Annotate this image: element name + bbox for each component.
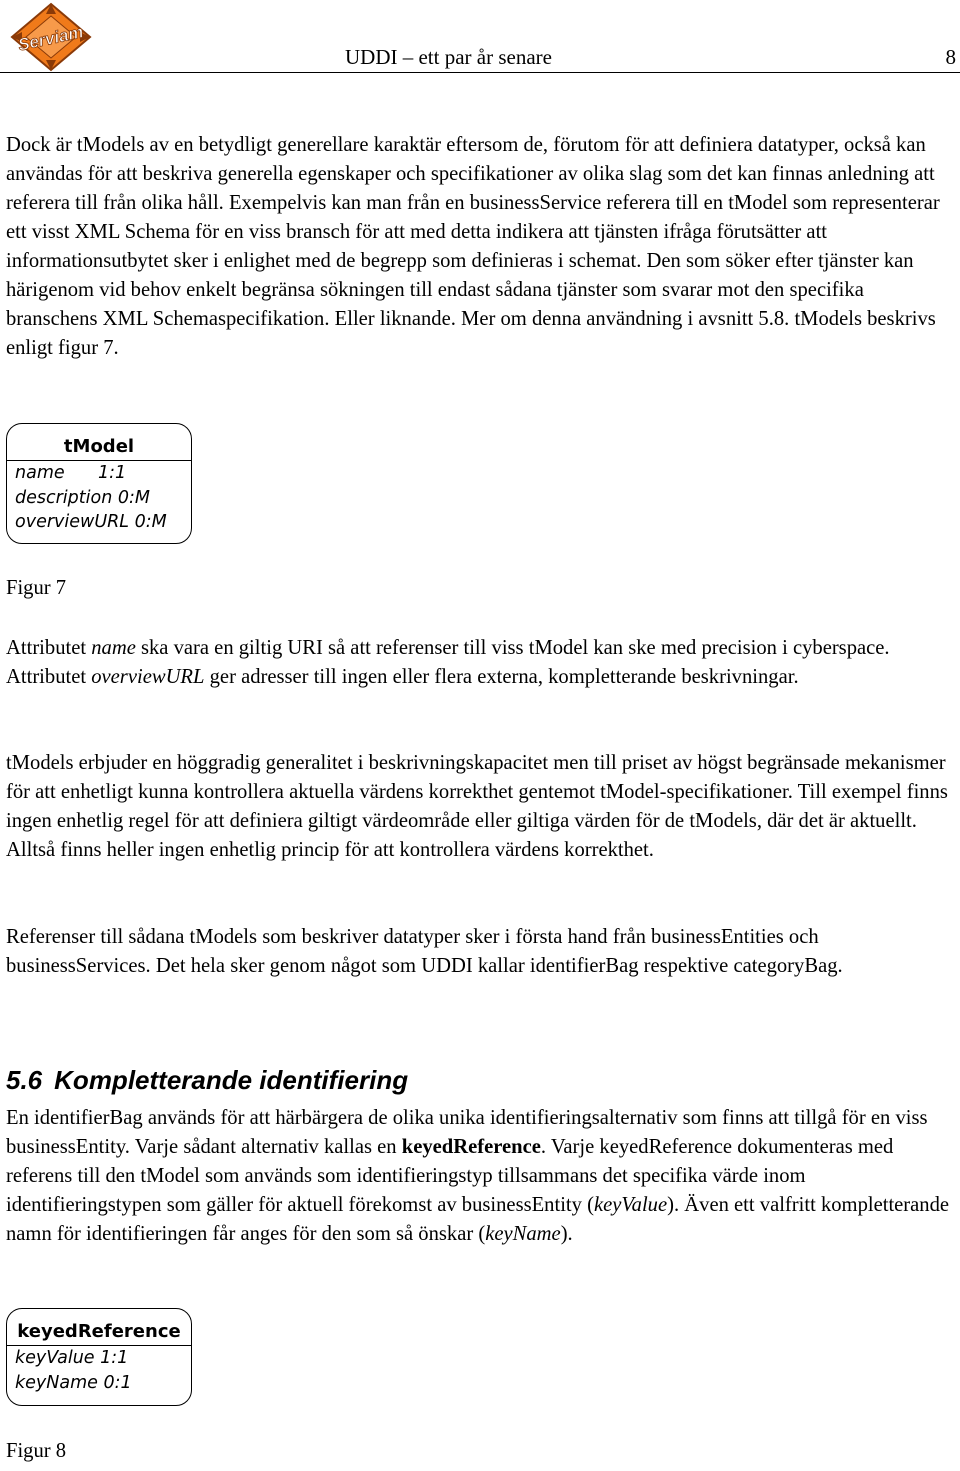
logo-text: Serviam (16, 22, 86, 55)
paragraph-generality: tModels erbjuder en höggradig generalitet i beskrivningskapacitet men till priset av högst begränsade mekanismer för att enhetligt kunna kontrollera aktuella värdens korrekthet gentemot tModel-specifikationer. Till exempel finns ingen enhetlig regel för att definiera giltigt värdeområde eller giltiga värden för de tModels, där det är aktuellt. Alltså finns heller ingen enhetlig princip för att kontrollera värdens korrekthet. (6, 752, 948, 861)
figure-8-caption: Figur 8 (6, 1440, 67, 1462)
section-title: Kompletterande identifiering (54, 1065, 409, 1095)
term-overviewurl: overviewURL (91, 666, 205, 688)
p2-text-1: Attributet (6, 637, 92, 659)
term-name: name (91, 637, 136, 659)
term-keyvalue: keyValue (593, 1194, 668, 1216)
paragraph-attributes (6, 634, 958, 692)
term-keyname: keyName (485, 1223, 561, 1245)
p2-text-2: ska vara en giltig URI så att referenser till viss tModel kan ske med precision i cyberspace. Attributet (6, 637, 890, 688)
p5-text-4: ). (560, 1223, 573, 1245)
tmodel-attr-overviewurl: overviewURL 0:M (15, 512, 167, 532)
tmodel-diagram-box (6, 423, 192, 544)
keyedreference-diagram-box (6, 1308, 192, 1406)
section-heading (6, 1065, 408, 1096)
tmodel-box-title: tModel (7, 424, 191, 461)
figure-7-caption: Figur 7 (6, 577, 67, 599)
paragraph-identifierbag (6, 1104, 958, 1249)
section-number: 5.6 (6, 1065, 43, 1095)
serviam-logo (10, 2, 92, 72)
page-number: 8 (945, 45, 956, 69)
tmodel-attr-name: name 1:1 (15, 463, 127, 483)
tmodel-attr-description: description 0:M (15, 487, 150, 508)
paragraph-references: Referenser till sådana tModels som beskriver datatyper sker i första hand från businessEntities och businessServices. Det hela sker genom något som UDDI kallar identifierBag respektive categoryBag. (6, 926, 843, 977)
p5-text-1: En identifierBag används för att härbärgera de olika unika identifieringsalternativ som finns att tillgå för en viss businessEntity. Varje sådant alternativ kallas en (6, 1107, 928, 1158)
keyedreference-box-title: keyedReference (7, 1309, 191, 1346)
paragraph-tmodels-intro: Dock är tModels av en betydligt generellare karaktär eftersom de, förutom för att definiera datatyper, också kan användas för att beskriva generella egenskaper och specifikationer av olika slag som det kan finnas anledning att referera till från olika håll. Exempelvis kan man från en businessService referera till en tModel som representerar ett visst XML Schema för en viss bransch för att med detta indikera att tjänsten ifråga förutsätter att informationsutbytet sker i enlighet med de begrepp som definieras i schemat. Den som söker efter tjänster kan härigenom vid behov enkelt begränsa sökningen till endast sådana tjänster som svarar mot den specifika branschens XML Schemaspecifikation. Eller liknande. Mer om denna användning i avsnitt 5.8. tModels beskrivs enligt figur 7. (6, 134, 940, 359)
keyedreference-attr-keyvalue: keyValue 1:1 (15, 1348, 129, 1368)
p5-text-3: ). Även ett valfritt kompletterande namn för identifieringen får anges för den som så önskar ( (6, 1194, 950, 1245)
p2-text-3: ger adresser till ingen eller flera externa, kompletterande beskrivningar. (204, 666, 799, 688)
header-title: UDDI – ett par år senare (345, 45, 552, 69)
p5-text-2: . Varje keyedReference dokumenteras med referens till den tModel som används som identifieringstyp tillsammans det specifika värde inom identifieringstypen som gäller för aktuell förekomst av businessEntity ( (6, 1136, 894, 1216)
header-divider (0, 72, 960, 73)
term-keyedreference: keyedReference (401, 1136, 541, 1158)
keyedreference-attr-keyname: keyName 0:1 (15, 1372, 132, 1393)
